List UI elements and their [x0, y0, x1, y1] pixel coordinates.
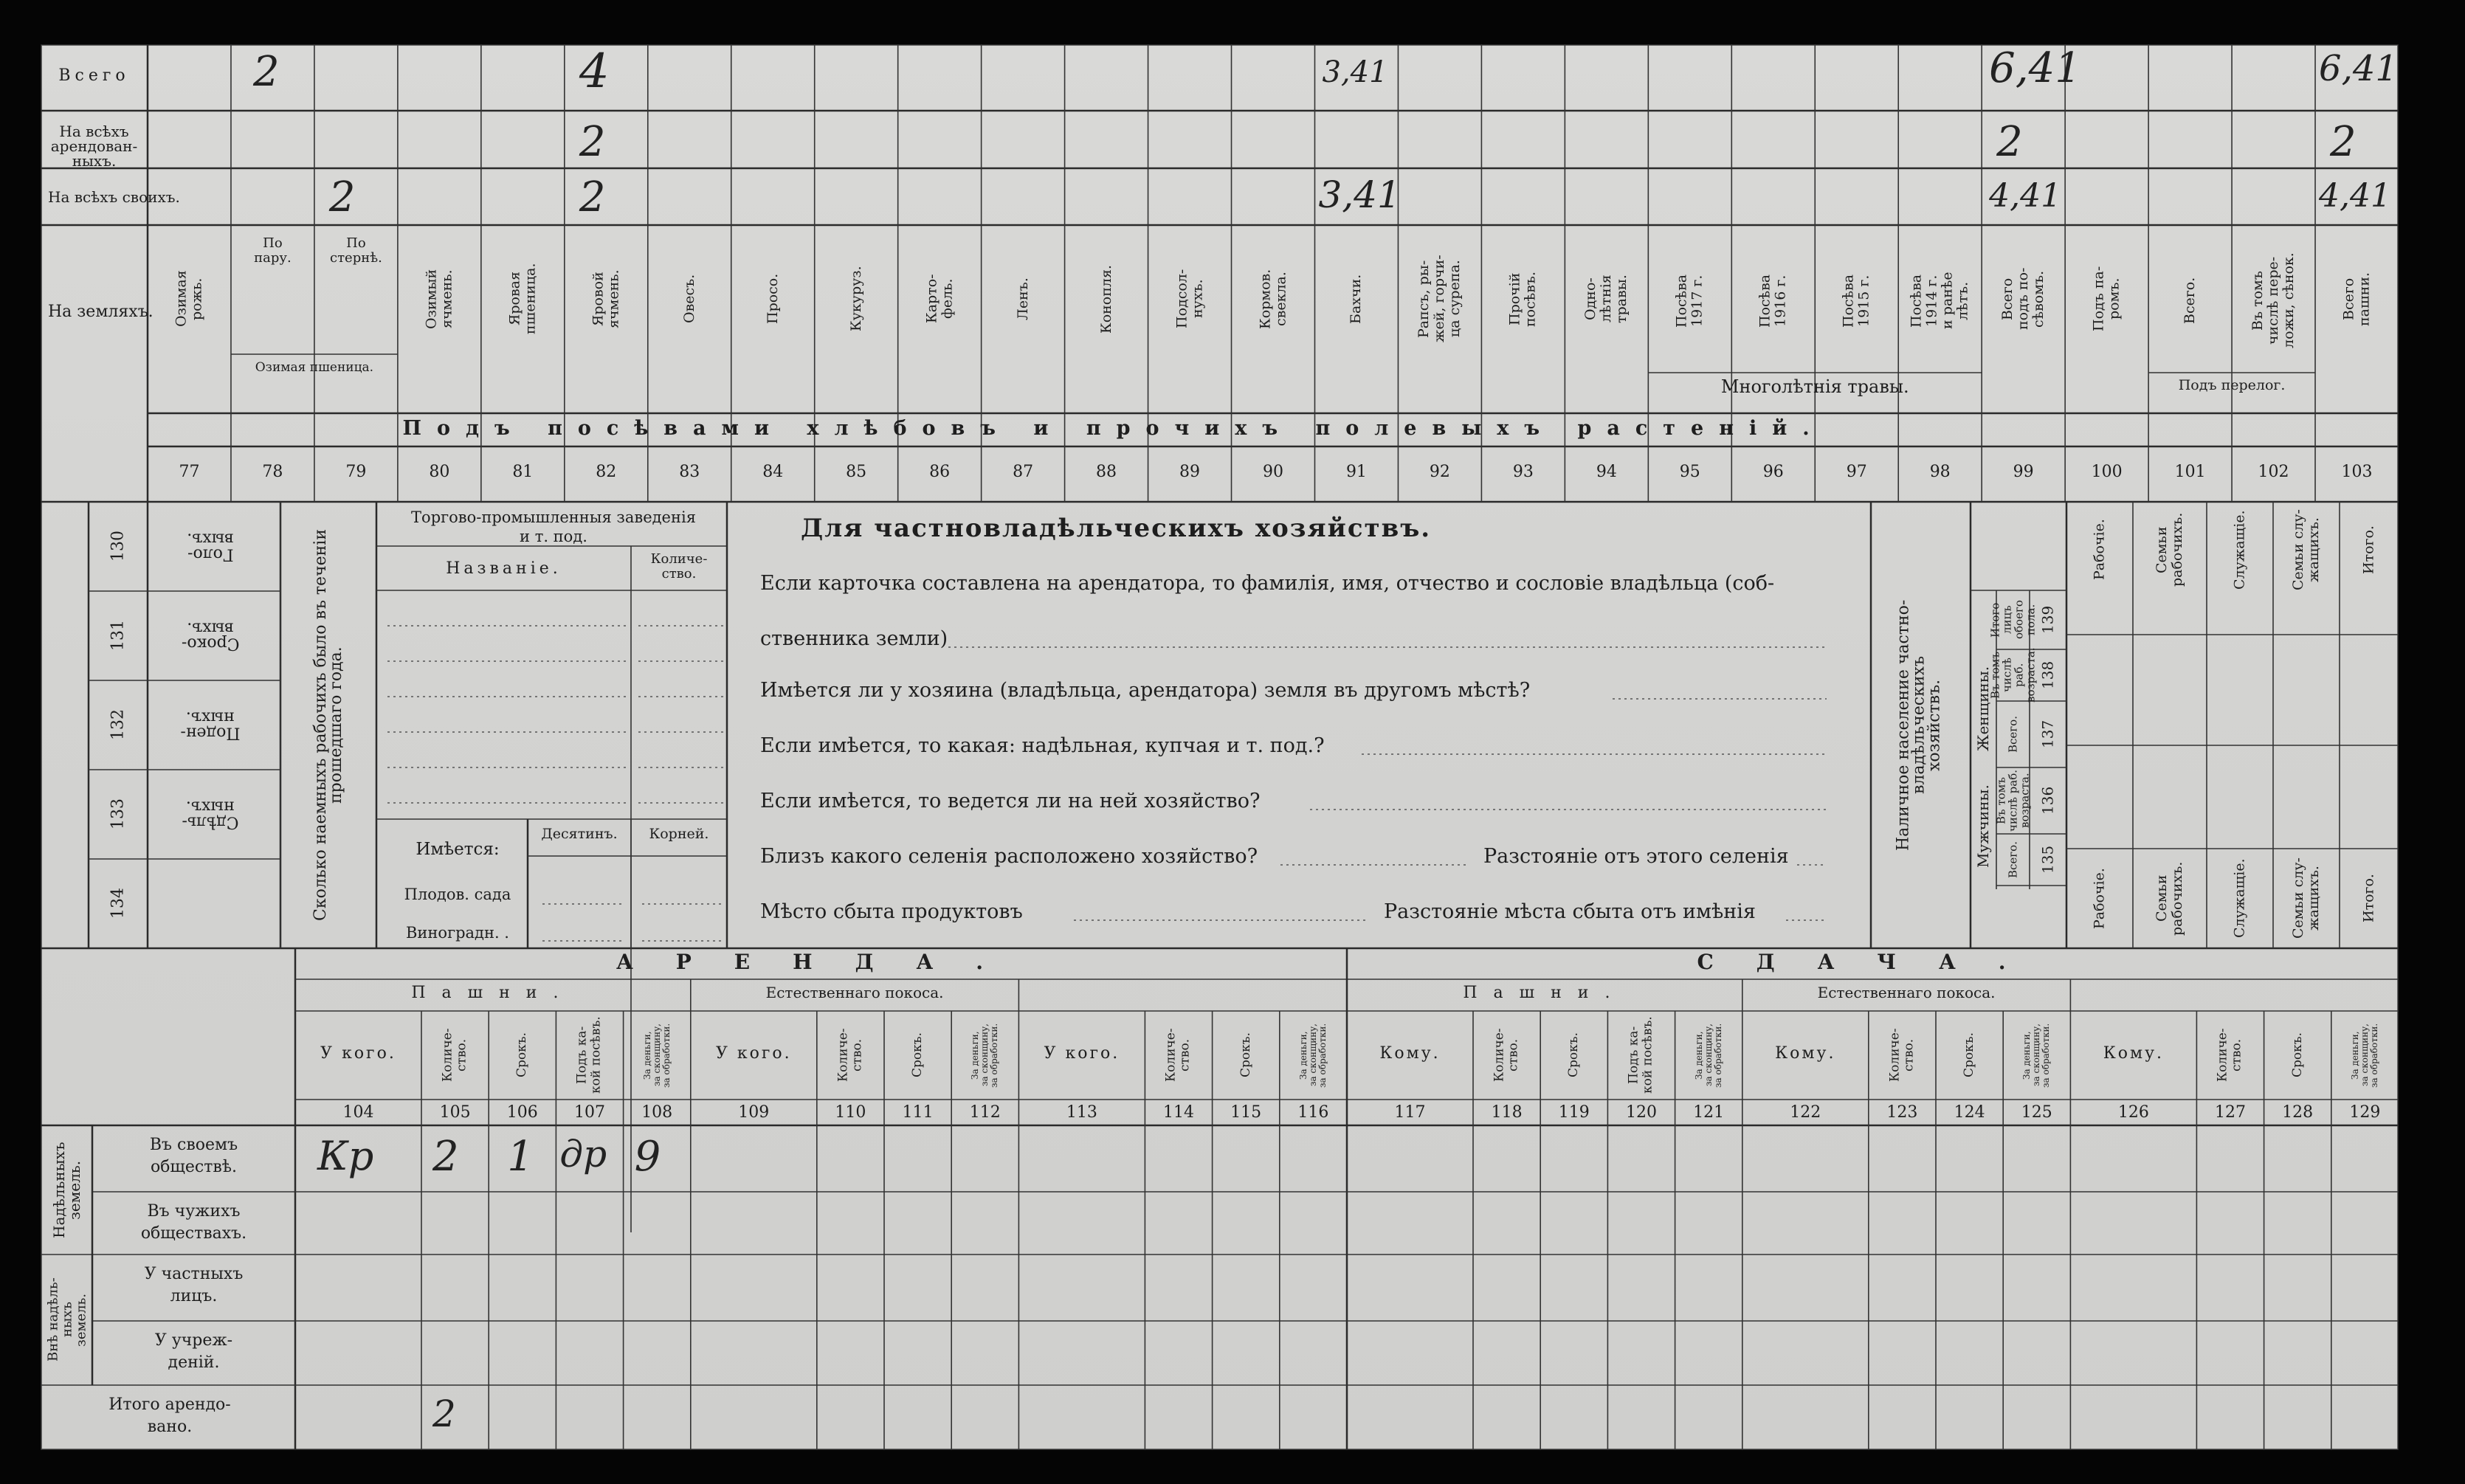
- question-farming: Если имѣется, то ведется ли на ней хозяйство?: [760, 790, 1261, 812]
- col-number-81: 81: [512, 463, 534, 481]
- lower-col-number-112: 112: [969, 1103, 1001, 1122]
- lower-col-header-106: Срокъ.: [514, 1032, 530, 1078]
- group-winter-wheat: Озимая пшеница.: [255, 360, 374, 375]
- question-other-land: Имѣется ли у хозяина (владѣльца, арендатора) земля въ другомъ мѣстѣ?: [760, 679, 1531, 702]
- col-number-87: 87: [1013, 463, 1034, 481]
- lower-col-number-126: 126: [2117, 1103, 2149, 1122]
- col-header-93: Прочій посѣвъ.: [1506, 271, 1539, 327]
- lower-col-header-124: Срокъ.: [1962, 1032, 1977, 1078]
- col-number-82: 82: [596, 463, 617, 481]
- col-header-82: Яровой ячмень.: [590, 269, 622, 328]
- hw-own-79: 2: [328, 173, 356, 221]
- col-header-96: Посѣва 1916 г.: [1756, 274, 1789, 328]
- lower-col-number-127: 127: [2214, 1103, 2246, 1122]
- group-fallow: Подъ перелог.: [2178, 377, 2286, 393]
- hw-rent-qty: 2: [432, 1133, 459, 1181]
- sowing-band: Подъ посѣвами хлѣбовъ и прочихъ полевыхъ растеній.: [402, 417, 1825, 440]
- lower-col-number-107: 107: [573, 1103, 605, 1122]
- hw-total-rent: 2: [432, 1392, 456, 1435]
- col-header-98: Посѣва 1914 г. и ранѣе лѣтъ.: [1908, 272, 1971, 330]
- col-header-97: Посѣва 1915 г.: [1840, 274, 1872, 328]
- pop-num-n135: 135: [2038, 845, 2057, 874]
- col-header-85: Кукуруз.: [847, 266, 864, 332]
- lower-col-header-118: Количе- ство.: [1492, 1028, 1521, 1083]
- lower-col-number-110: 110: [835, 1103, 866, 1122]
- lower-col-number-104: 104: [342, 1103, 374, 1122]
- rent-pashni: Пашни.: [411, 984, 575, 1002]
- col-header-77: Озимая рожь.: [173, 270, 205, 328]
- worker-col-num-132: 132: [108, 709, 128, 741]
- lower-col-number-124: 124: [1954, 1103, 1985, 1122]
- col-number-95: 95: [1679, 463, 1700, 481]
- lower-col-number-113: 113: [1066, 1103, 1097, 1122]
- hw-own-103: 4,41: [2319, 177, 2391, 215]
- pop-col-n138: Въ томъ числѣ раб. возраста.: [1988, 647, 2038, 703]
- col-number-86: 86: [929, 463, 951, 481]
- col-number-100: 100: [2091, 463, 2123, 481]
- col-header-83: Овесъ.: [680, 274, 697, 324]
- col-header-92: Рапсъ, ры- жей, горчи- ца сурепа.: [1416, 255, 1464, 343]
- col-number-93: 93: [1512, 463, 1534, 481]
- col-number-80: 80: [429, 463, 450, 481]
- pop-group-bottom-3: Семьи слу- жащихъ.: [2290, 857, 2322, 939]
- pop-num-n138: 138: [2038, 660, 2057, 690]
- hw-total-78: 2: [252, 48, 280, 96]
- pop-group-top-3: Семьи слу- жащихъ.: [2290, 509, 2322, 590]
- lower-col-number-105: 105: [439, 1103, 471, 1122]
- worker-col-num-131: 131: [108, 620, 128, 652]
- question-distance-market: Разстояніе мѣста сбыта отъ имѣнія: [1384, 900, 1756, 923]
- lower-col-header-113: У кого.: [1044, 1044, 1120, 1063]
- pop-col-n136: Въ томъ числѣ раб. возраста.: [1994, 770, 2032, 832]
- lower-col-number-121: 121: [1693, 1103, 1725, 1122]
- row-total-rented: Итого арендо- вано.: [108, 1395, 231, 1436]
- pop-group-top-1: Семьи рабочихъ.: [2154, 512, 2185, 587]
- group-nadel: Надѣльныхъ земель.: [50, 1142, 83, 1238]
- col-header-99: Всего подъ по- сѣвомъ.: [1999, 267, 2047, 331]
- row-label-total: Всего: [58, 66, 130, 85]
- lower-col-number-120: 120: [1625, 1103, 1657, 1122]
- col-number-85: 85: [846, 463, 867, 481]
- question-owner-2: ственника земли): [760, 627, 948, 650]
- form-title: Для частновладѣльческихъ хозяйствъ.: [801, 514, 1432, 543]
- sdacha-title: СДАЧА.: [1697, 950, 2049, 974]
- lower-col-header-116: За деньги, за сконщину, за обработки.: [1297, 1023, 1328, 1088]
- worker-col-label-131: Сроко- выхъ.: [181, 618, 240, 653]
- worker-col-label-132: Поден- ныхъ.: [180, 708, 241, 742]
- pop-men: Мужчины.: [1974, 784, 1992, 869]
- lower-col-header-125: За деньги, за сконщину, за обработки.: [2021, 1023, 2052, 1088]
- col-header-80: Озимый ячмень.: [423, 269, 455, 329]
- col-header-91: Бахчи.: [1348, 274, 1365, 324]
- col-number-101: 101: [2174, 463, 2206, 481]
- worker-col-num-130: 130: [108, 531, 128, 562]
- hw-rented-103: 2: [2330, 118, 2357, 166]
- pop-num-n137: 137: [2038, 719, 2057, 749]
- desyatin-header: Десятинъ.: [541, 826, 618, 842]
- worker-col-num-133: 133: [108, 798, 128, 830]
- hw-rent-crop: др: [559, 1133, 607, 1176]
- col-header-94: Одно- лѣтнія травы.: [1582, 275, 1630, 323]
- lower-col-header-121: За деньги, за сконщину, за обработки.: [1693, 1023, 1723, 1088]
- lower-col-header-115: Срокъ.: [1238, 1032, 1253, 1078]
- col-number-92: 92: [1429, 463, 1450, 481]
- census-card-sheet: [41, 44, 2399, 1450]
- vineyard-label: Виноградн. .: [406, 924, 509, 942]
- hw-rent-from: Кр: [317, 1133, 374, 1179]
- row-institutions: У учреж- деній.: [154, 1331, 233, 1372]
- hw-total-82: 4: [579, 44, 610, 99]
- lower-col-number-128: 128: [2282, 1103, 2314, 1122]
- col-header-100: Подъ па- ромъ.: [2090, 266, 2123, 332]
- hw-total-91: 3,41: [1322, 55, 1388, 89]
- worker-col-num-134: 134: [108, 888, 128, 919]
- row-label-lands: На земляхъ.: [48, 303, 154, 321]
- lower-col-number-119: 119: [1558, 1103, 1590, 1122]
- pop-num-n139: 139: [2038, 605, 2057, 635]
- row-other-societies: Въ чужихъ обществахъ.: [140, 1202, 247, 1243]
- hw-total-103: 6,41: [2319, 48, 2398, 89]
- col-header-87: Ленъ.: [1014, 277, 1031, 320]
- question-land-type: Если имѣется, то какая: надѣльная, купчая и т. под.?: [760, 734, 1325, 757]
- question-owner-1: Если карточка составлена на арендатора, то фамилія, имя, отчество и сословіе владѣльца (соб-: [760, 572, 1775, 595]
- rent-pokos: Естественнаго покоса.: [765, 984, 944, 1001]
- lower-col-number-117: 117: [1394, 1103, 1426, 1122]
- question-distance-village: Разстояніе отъ этого селенія: [1483, 845, 1789, 868]
- col-number-78: 78: [262, 463, 283, 481]
- lower-col-number-109: 109: [738, 1103, 770, 1122]
- col-number-97: 97: [1846, 463, 1867, 481]
- col-number-96: 96: [1762, 463, 1784, 481]
- worker-col-label-130: Голо- выхъ.: [187, 529, 234, 564]
- lower-col-header-114: Количе- ство.: [1163, 1028, 1193, 1083]
- col-number-99: 99: [2013, 463, 2034, 481]
- trade-name-header: Названіе.: [446, 559, 562, 578]
- lower-col-header-119: Срокъ.: [1566, 1032, 1582, 1078]
- row-own-society: Въ своемъ обществѣ.: [149, 1136, 238, 1176]
- lower-col-header-107: Подъ ка- кой посѣвъ.: [574, 1016, 604, 1094]
- col-header-101: Всего.: [2182, 277, 2199, 325]
- lower-col-header-104: У кого.: [320, 1044, 396, 1063]
- lower-col-header-120: Подъ ка- кой посѣвъ.: [1626, 1016, 1655, 1094]
- pop-col-n137: Всего.: [2006, 716, 2020, 753]
- col-header-103: Всего пашни.: [2340, 272, 2373, 326]
- col-number-77: 77: [179, 463, 200, 481]
- col-header-81: Яровая пшеница.: [506, 263, 539, 335]
- col-number-98: 98: [1929, 463, 1951, 481]
- lower-col-header-123: Количе- ство.: [1887, 1028, 1917, 1083]
- arenda-title: АРЕНДА.: [616, 950, 1027, 974]
- hw-own-91: 3,41: [1318, 173, 1401, 216]
- pop-col-n139: Итого лицъ обоего пола.: [1988, 600, 2038, 640]
- lower-col-number-115: 115: [1230, 1103, 1262, 1122]
- trade-qty-header: Количе- ство.: [650, 551, 708, 581]
- lower-col-header-127: Количе- ство.: [2215, 1028, 2244, 1083]
- hw-rented-99: 2: [1996, 118, 2023, 166]
- lower-col-number-122: 122: [1790, 1103, 1821, 1122]
- lower-col-header-112: За деньги, за сконщину, за обработки.: [970, 1023, 1000, 1088]
- col-header-95: Посѣва 1917 г.: [1673, 274, 1706, 328]
- pop-group-bottom-2: Служащіе.: [2231, 858, 2248, 939]
- col-header-86: Карто- фель.: [923, 274, 956, 324]
- col-number-94: 94: [1596, 463, 1617, 481]
- col-number-103: 103: [2341, 463, 2373, 481]
- group-perennial-grass: Многолѣтнія травы.: [1720, 376, 1909, 397]
- hw-total-99: 6,41: [1989, 44, 2081, 92]
- lower-col-number-129: 129: [2349, 1103, 2381, 1122]
- question-village: Близъ какого селенія расположено хозяйство?: [760, 845, 1258, 868]
- hired-workers-caption: Сколько наемныхъ рабочихъ было въ теченіи прошедшаго года.: [311, 529, 345, 922]
- lease-pokos: Естественнаго покоса.: [1817, 984, 1996, 1001]
- col-header-88: Конопля.: [1097, 264, 1114, 334]
- question-market: Мѣсто сбыта продуктовъ: [760, 900, 1023, 923]
- col-header-90: Кормов. свекла.: [1256, 269, 1289, 329]
- col-header-84: Просо.: [764, 273, 781, 325]
- col-number-102: 102: [2258, 463, 2289, 481]
- hw-rent-pay: 9: [634, 1133, 661, 1181]
- row-label-rented: На всѣхъ арендован-ныхъ.: [50, 122, 138, 170]
- group-vne-nadel: Внѣ надѣль- ныхъ земель.: [45, 1277, 89, 1362]
- hw-rent-term: 1: [507, 1133, 534, 1181]
- lower-col-number-118: 118: [1491, 1103, 1523, 1122]
- pop-group-bottom-4: Итого.: [2360, 874, 2377, 923]
- population-caption: Наличное население частно-владѣльческихъ хозяйствъ.: [1894, 599, 1944, 851]
- lower-col-number-114: 114: [1162, 1103, 1194, 1122]
- hw-own-99: 4,41: [1989, 177, 2062, 215]
- orchard-label: Плодов. сада: [404, 886, 511, 903]
- lower-col-number-125: 125: [2021, 1103, 2052, 1122]
- pop-group-bottom-0: Рабочіе.: [2091, 868, 2108, 929]
- lower-col-header-128: Срокъ.: [2289, 1032, 2305, 1078]
- col-number-91: 91: [1345, 463, 1367, 481]
- lower-col-number-116: 116: [1297, 1103, 1329, 1122]
- lower-col-header-126: Кому.: [2103, 1044, 2165, 1063]
- lower-col-number-123: 123: [1886, 1103, 1918, 1122]
- pop-women: Женщины.: [1974, 666, 1992, 751]
- pop-group-top-0: Рабочіе.: [2091, 519, 2108, 581]
- pop-group-top-2: Служащіе.: [2231, 510, 2248, 590]
- worker-col-label-134: [170, 841, 252, 967]
- lower-col-header-108: За деньги, за сконщину, за обработки.: [641, 1023, 672, 1088]
- hw-own-82: 2: [579, 173, 606, 221]
- pop-group-bottom-1: Семьи рабочихъ.: [2154, 861, 2185, 936]
- col-number-84: 84: [762, 463, 784, 481]
- col-header-78: По пару.: [254, 235, 292, 266]
- worker-col-label-133: Сдѣль- ныхъ.: [182, 797, 239, 832]
- lower-col-header-110: Количе- ство.: [835, 1028, 865, 1083]
- lower-col-header-111: Срокъ.: [910, 1032, 925, 1078]
- lease-pashni: Пашни.: [1463, 984, 1627, 1002]
- lower-col-header-122: Кому.: [1775, 1044, 1836, 1063]
- col-number-89: 89: [1179, 463, 1201, 481]
- lower-col-number-108: 108: [641, 1103, 673, 1122]
- korney-header: Корней.: [649, 826, 709, 842]
- col-number-88: 88: [1096, 463, 1117, 481]
- pop-group-top-4: Итого.: [2360, 525, 2377, 574]
- lower-col-number-111: 111: [902, 1103, 934, 1122]
- has-label: Имѣется:: [416, 840, 500, 859]
- col-number-79: 79: [345, 463, 367, 481]
- pop-col-n135: Всего.: [2006, 841, 2020, 878]
- lower-col-header-117: Кому.: [1379, 1044, 1441, 1063]
- lower-col-header-109: У кого.: [715, 1044, 792, 1063]
- row-private-persons: У частныхъ лицъ.: [144, 1265, 244, 1305]
- lower-col-header-129: За деньги, за сконщину, за обработки.: [2349, 1023, 2379, 1088]
- pop-num-n136: 136: [2038, 786, 2057, 815]
- lower-col-header-105: Количе- ство.: [440, 1028, 469, 1083]
- col-number-83: 83: [679, 463, 700, 481]
- col-number-90: 90: [1262, 463, 1283, 481]
- col-header-79: По стернѣ.: [330, 235, 382, 266]
- trade-title: Торгово-промышленныя заведенія и т. под.: [411, 508, 696, 545]
- lower-col-number-106: 106: [506, 1103, 538, 1122]
- col-header-102: Въ томъ числѣ пере- ложи, сѣнок.: [2249, 252, 2297, 349]
- hw-rented-82: 2: [579, 118, 606, 166]
- col-header-89: Подсол- нухъ.: [1173, 269, 1206, 329]
- row-label-own: На всѣхъ своихъ.: [48, 188, 180, 206]
